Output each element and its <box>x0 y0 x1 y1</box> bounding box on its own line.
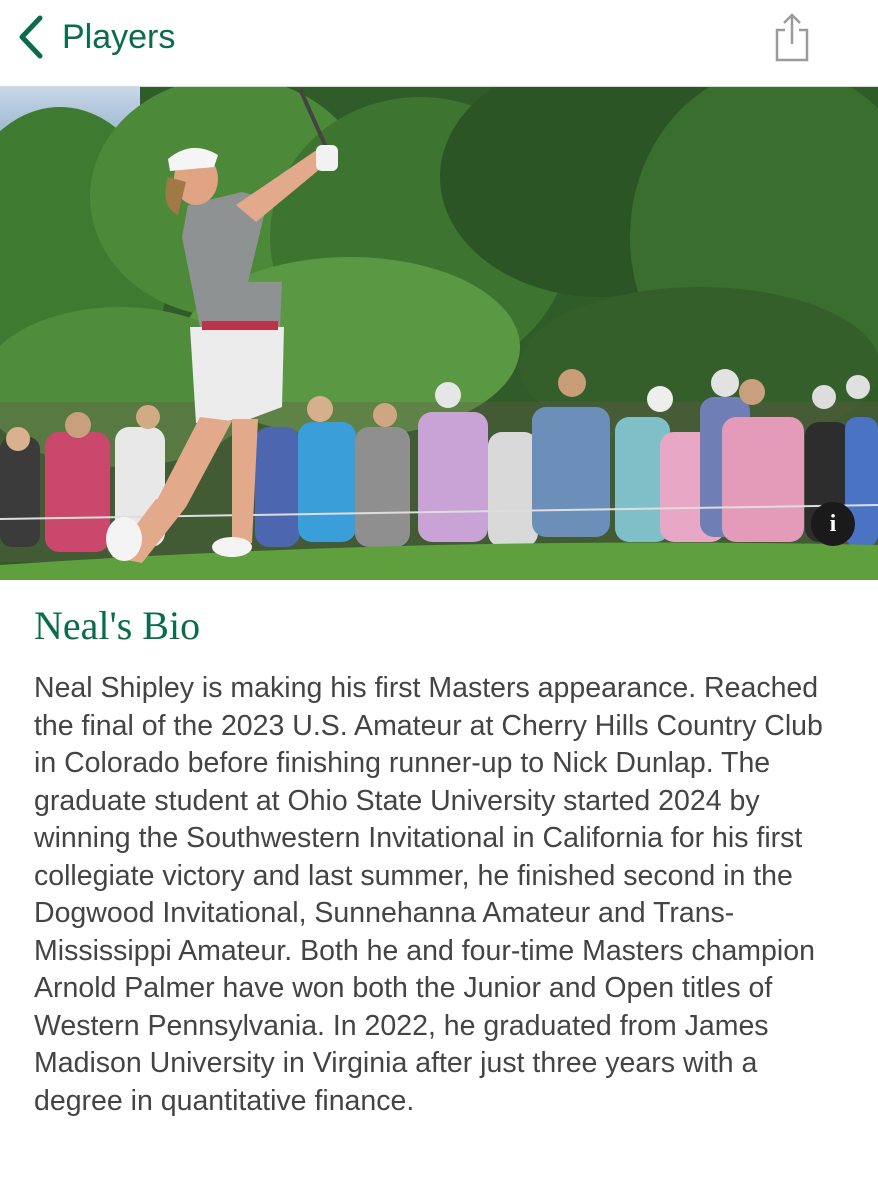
share-button[interactable] <box>772 12 812 64</box>
info-icon: i <box>829 510 837 537</box>
back-button[interactable] <box>18 12 175 62</box>
share-icon <box>772 51 812 68</box>
info-button[interactable] <box>811 502 855 546</box>
back-label: Players <box>62 17 176 56</box>
bio-title: Neal's Bio <box>34 603 201 648</box>
chevron-left-icon <box>18 15 44 59</box>
bio-text: Neal Shipley is making his first Masters appearance. Reached the final of the 2023 U.S. Amateur at Cherry Hills Country Club in Colorado before finishing runner-up to Nick Dunlap. The graduate student at Ohio State University started 2024 by winning the Southwestern Invitational in California for his first collegiate victory and last summer, he finished second in the Dogwood Invitational, Sunnehanna Amateur and Trans-Mississippi Amateur. Both he and four-time Masters champion Arnold Palmer have won both the Junior and Open titles of Western Pennsylvania. In 2022, he graduated from James Madison University in Virginia after just three years with a degree in quantitative finance. <box>34 672 823 1117</box>
nav-bar <box>0 0 878 87</box>
player-photo <box>0 87 878 580</box>
